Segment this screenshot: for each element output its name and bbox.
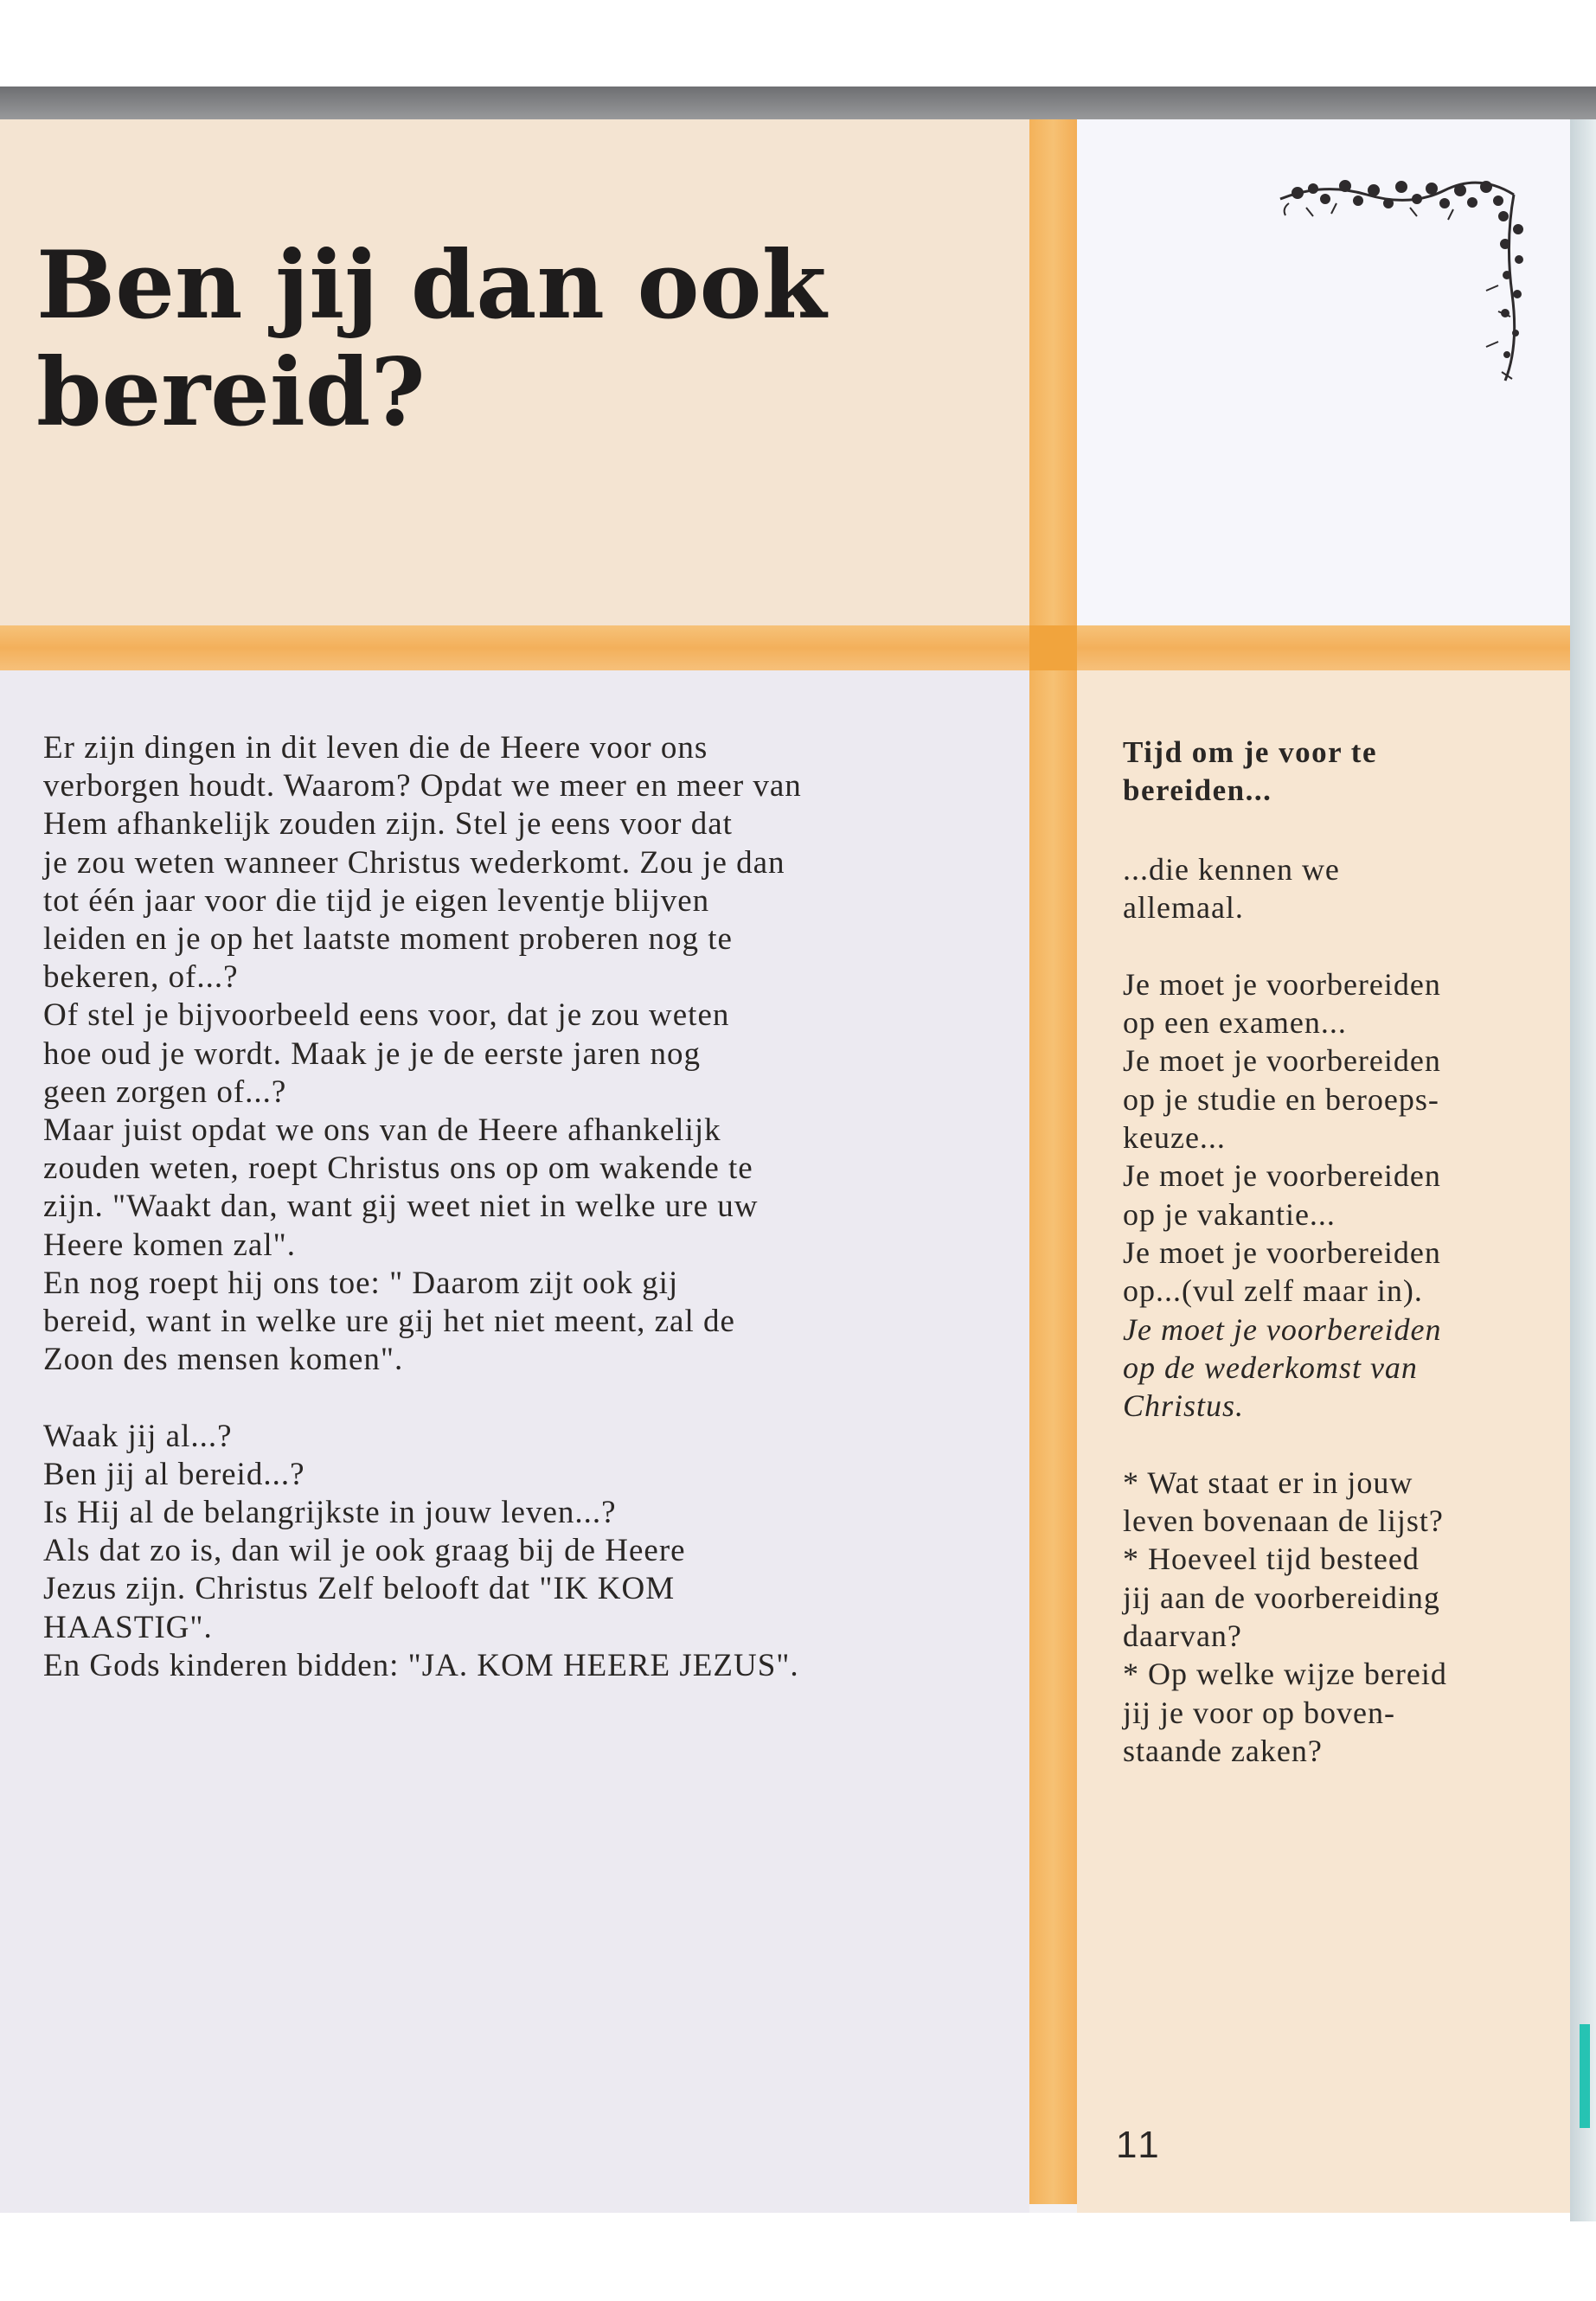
scanner-edge <box>0 87 1596 121</box>
sidebar-heading: Tijd om je voor te bereiden... <box>1123 735 1377 807</box>
page-number: 11 <box>1116 2124 1163 2166</box>
cross-vertical-bar <box>1029 119 1077 2204</box>
color-tab <box>1580 2024 1590 2128</box>
sidebar-text <box>1123 850 1555 1770</box>
page-edge-strip <box>1570 119 1596 2221</box>
cross-intersection <box>1029 625 1077 670</box>
sidebar-questions: * Wat staat er in jouw leven bovenaan de lijst? * Hoeveel tijd besteed jij aan de voorbereiding daarvan? * Op welke wijze bereid jij je voor op boven- staande zaken? <box>1123 1465 1447 1768</box>
article-body: Er zijn dingen in dit leven die de Heere voor ons verborgen houdt. Waarom? Opdat we meer en meer van Hem afhankelijk zouden zijn. Stel je eens voor dat je zou weten wanneer Christus wederkomt. Zou je dan tot één jaar voor die tijd je eigen leventje blijven leiden en je op het laatste moment proberen nog te bekeren, of...? Of stel je bijvoorbeeld eens voor, dat je zou weten hoe oud je wordt. Maak je je de eerste jaren nog geen zorgen of...? Maar juist opdat we ons van de Heere afhankelijk zouden weten, roept Christus ons op om wakende te zijn. "Waakt dan, want gij weet niet in welke ure uw Heere komen zal". En nog roept hij ons toe: " Daarom zijt ook gij bereid, want in welke ure gij het niet meent, zal de Zoon des mensen komen". Waak jij al...? Ben jij al bereid...? Is Hij al de belangrijkste in jouw leven...? Als dat zo is, dan wil je ook graag bij de Heere Jezus zijn. Christus Zelf belooft dat "IK KOM HAASTIG". En Gods kinderen bidden: "JA. KOM HEERE JEZUS". <box>43 730 802 1683</box>
article-title: Ben jij dan ook bereid? <box>36 231 827 447</box>
floral-corner-ornament-icon <box>1272 164 1531 398</box>
cross-horizontal-bar <box>0 625 1574 670</box>
sidebar-emphasis: Je moet je voorbereiden op de wederkomst van Christus. <box>1123 1311 1442 1424</box>
sidebar-intro: ...die kennen we allemaal. <box>1123 852 1340 926</box>
sidebar-list: Je moet je voorbereiden op een examen... Je moet je voorbereiden op je studie en beroeps- keuze... Je moet je voorbereiden op je vakantie... Je moet je voorbereiden op...(vul zelf maar in). <box>1123 966 1441 1309</box>
